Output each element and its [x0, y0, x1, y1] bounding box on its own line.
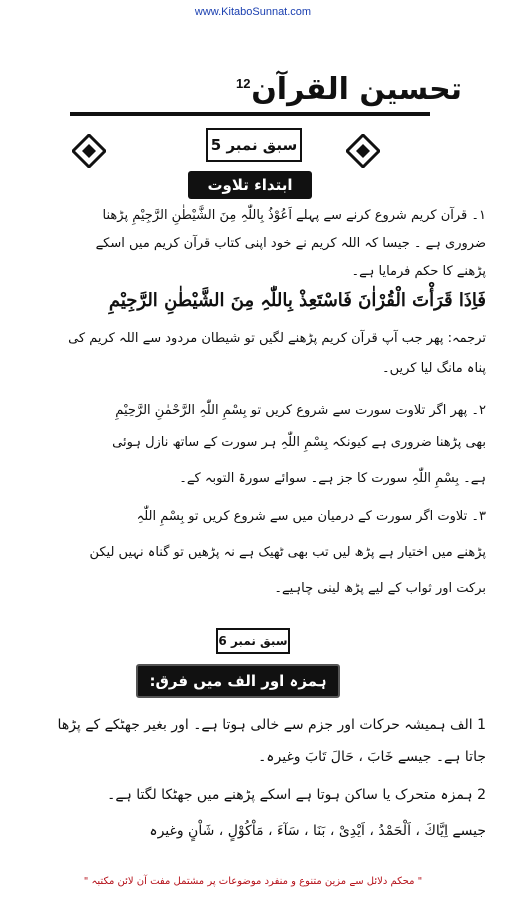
lesson-5-paragraph-2-line-1: ۲۔ پھر اگر تلاوت سورت سے شروع کریں تو بِسْمِ اللّٰہِ الرَّحْمٰنِ الرَّحِیْمِ [115, 403, 486, 418]
lesson-6-paragraph-1-line-2: جاتا ہے۔ جیسے خَابَ ، حَالَ تَابَ وغیرہ۔ [258, 749, 486, 765]
lesson-5-paragraph-1-line-2: ضروری ہے ۔ جیسا کہ اللہ کریم نے خود اپنی کتاب قرآن کریم میں اسکے [95, 236, 486, 251]
diamond-ornament-right-icon [346, 134, 380, 168]
lesson-6-paragraph-2-line-2: جیسے اِیَّاكَ ، اَلْحَمْدُ ، اَیْدِیْ ، بَنَا ، سَآءَ ، مَاْکُوْلٍ ، شَاْنٍ وغیرہ [149, 823, 486, 839]
quran-verse: فَاِذَا قَرَأْتَ الْقُرْاٰنَ فَاسْتَعِذْ بِاللّٰہِ مِنَ الشَّیْطٰنِ الرَّجِیْمِ [108, 290, 486, 311]
lesson-5-paragraph-3-line-3: برکت اور ثواب کے لیے پڑھ لینی چاہیے۔ [274, 581, 486, 596]
lesson-6-heading: ہمزہ اور الف میں فرق: [136, 664, 340, 698]
lesson-5-label: سبق نمبر 5 [206, 128, 302, 162]
diamond-ornament-left-icon [72, 134, 106, 168]
lesson-5-paragraph-1-line-1: ۱۔ قرآن کریم شروع کرنے سے پہلے اَعُوْذُ بِاللّٰہِ مِنَ الشَّیْطٰنِ الرَّجِیْمِ پڑھنا [102, 208, 486, 223]
book-title: تحسین القرآن [251, 72, 462, 107]
lesson-5-paragraph-2-line-3: ہے۔ بِسْمِ اللّٰہِ سورت کا جز ہے۔ سوائے سورۃ التوبہ کے۔ [179, 471, 486, 486]
translation-line-1: ترجمہ: پھر جب آپ قرآن کریم پڑھنے لگیں تو شیطان مردود سے اللہ کریم کی [68, 331, 486, 346]
lesson-5-paragraph-2-line-2: بھی پڑھنا ضروری ہے کیونکہ بِسْمِ اللّٰہِ ہر سورت کے ساتھ نازل ہوئی [112, 435, 486, 450]
lesson-6-label: سبق نمبر 6 [216, 628, 290, 654]
lesson-5-paragraph-3-line-1: ۳۔ تلاوت اگر سورت کے درمیان میں سے شروع کریں تو بِسْمِ اللّٰہِ [136, 509, 486, 524]
title-underline [70, 112, 430, 116]
website-url: www.KitaboSunnat.com [194, 6, 312, 18]
lesson-5-paragraph-1-line-3: پڑھنے کا حکم فرمایا ہے۔ [351, 264, 486, 279]
lesson-5-heading: ابتداء تلاوت [188, 171, 312, 199]
lesson-6-paragraph-2-line-1: 2 ہمزہ متحرک یا ساکن ہوتا ہے اسکے پڑھنے میں جھٹکا لگتا ہے۔ [107, 787, 486, 803]
translation-line-2: پناہ مانگ لیا کریں۔ [381, 361, 486, 376]
page-number: 12 [236, 76, 251, 91]
footer-tagline: " محکم دلائل سے مزین متنوع و منفرد موضوعات پر مشتمل مفت آن لائن مکتبہ " [83, 876, 423, 887]
lesson-5-paragraph-3-line-2: پڑھنے میں اختیار ہے پڑھ لیں تب بھی ٹھیک ہے نہ پڑھیں تو گناہ نہیں لیکن [89, 545, 486, 560]
lesson-6-paragraph-1-line-1: 1 الف ہمیشہ حرکات اور جزم سے خالی ہوتا ہے۔ اور بغیر جھٹکے کے پڑھا [57, 717, 486, 733]
